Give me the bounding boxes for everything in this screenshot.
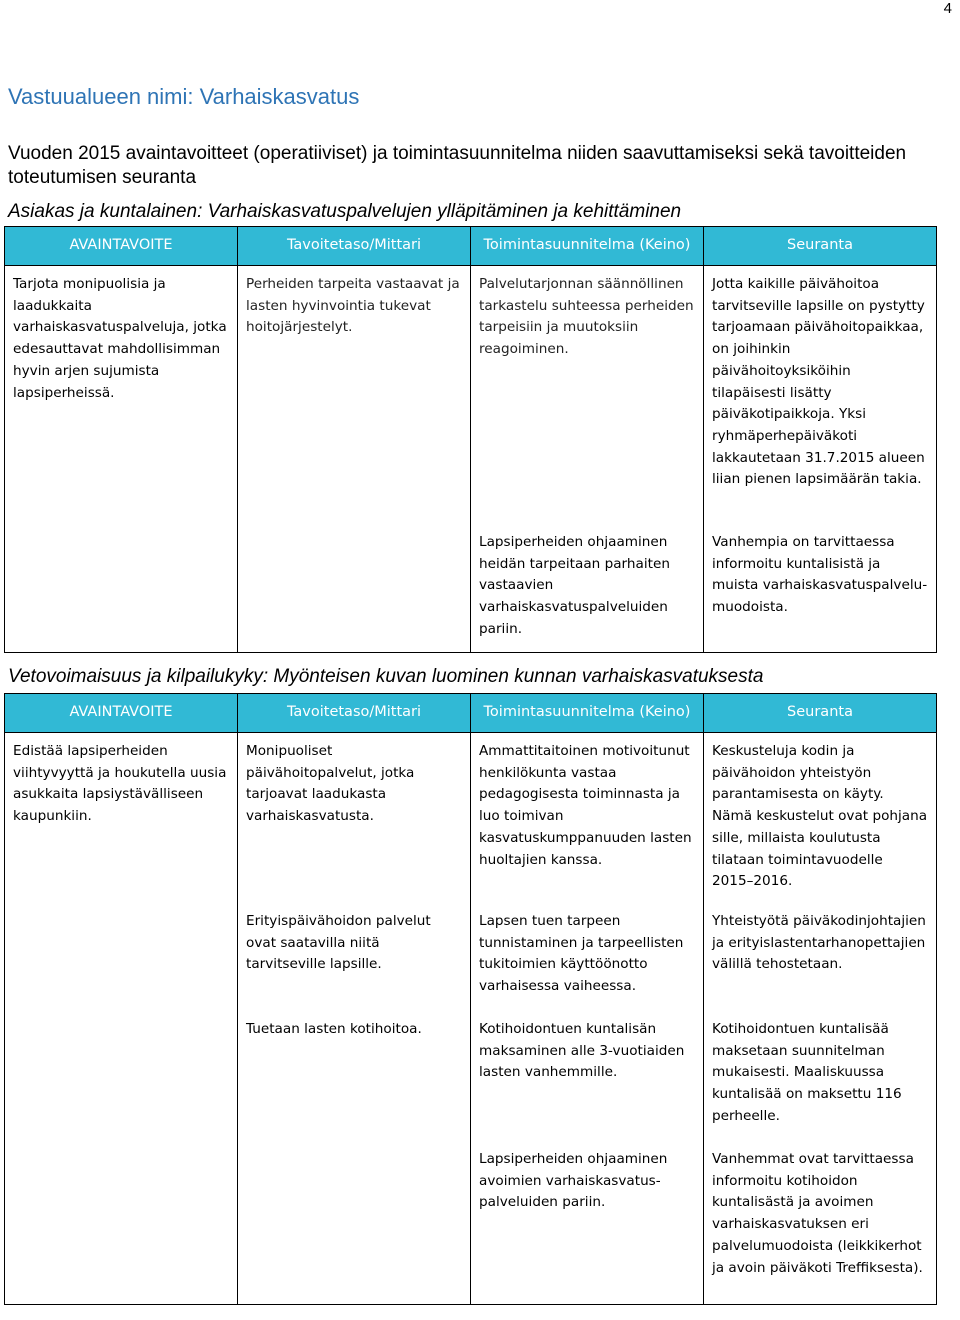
table-cell: Lapsiperheiden ohjaaminen heidän tarpeitaan parhaiten vastaavien varhaiskasvatuspalveluiden pariin. (471, 524, 704, 653)
column-header: Toimintasuunnitelma (Keino) (471, 227, 704, 266)
table-cell: Yhteistyötä päiväkodinjohtajien ja erityislastentarhanopettajien välillä tehostetaan. (704, 903, 937, 1011)
section2-title: Vetovoimaisuus ja kilpailukyky: Myönteisen kuvan luominen kunnan varhaiskasvatuksesta (8, 666, 764, 687)
table-cell (238, 1141, 471, 1305)
table-cell: Keskusteluja kodin ja päivähoidon yhteistyön parantamisesta on käyty. Nämä keskustelut ovat pohjana sille, millaista koulutusta tilataan toimintavuodelle 2015–2016. (704, 733, 937, 904)
table-cell: Tarjota monipuolisia ja laadukkaita varhaiskasvatuspalveluja, jotka edesauttavat mahdollisimman hyvin arjen sujumista lapsiperheissä. (5, 266, 238, 525)
table-cell: Edistää lapsiperheiden viihtyvyyttä ja houkutella uusia asukkaita lapsiystävälliseen kaupunkiin. (5, 733, 238, 904)
table-cell: Vanhempia on tarvittaessa informoitu kuntalisistä ja muista varhaiskasvatuspalvelu-muodoista. (704, 524, 937, 653)
table-cell: Perheiden tarpeita vastaavat ja lasten hyvinvointia tukevat hoitojärjestelyt. (238, 266, 471, 525)
table-row (5, 733, 937, 904)
goals-table-attractiveness (4, 693, 937, 1305)
table-cell: Jotta kaikille päivähoitoa tarvitseville lapsille on pystytty tarjoamaan päivähoitopaikkaa, on joihinkin päivähoitoyksiköihin tilapäisesti lisätty päiväkotipaikkoja. Yksi ryhmäperhepäiväkoti lakkautetaan 31.7.2015 alueen liian pienen lapsimäärän takia. (704, 266, 937, 525)
goals-table-customer (4, 226, 937, 653)
table-header-row (5, 227, 937, 266)
table-cell (5, 1011, 238, 1141)
column-header: Seuranta (704, 694, 937, 733)
table-cell: Lapsiperheiden ohjaaminen avoimien varhaiskasvatus-palveluiden pariin. (471, 1141, 704, 1305)
table-row (5, 903, 937, 1011)
column-header: Seuranta (704, 227, 937, 266)
column-header: AVAINTAVOITE (5, 227, 238, 266)
table-cell: Kotihoidontuen kuntalisää maksetaan suunnitelman mukaisesti. Maaliskuussa kuntalisää on maksettu 116 perheelle. (704, 1011, 937, 1141)
column-header: AVAINTAVOITE (5, 694, 238, 733)
table-row (5, 524, 937, 653)
table-cell (5, 1141, 238, 1305)
page-number: 4 (943, 0, 952, 17)
column-header: Tavoitetaso/Mittari (238, 227, 471, 266)
table-cell (5, 524, 238, 653)
table-cell: Vanhemmat ovat tarvittaessa informoitu kotihoidon kuntalisästä ja avoimen varhaiskasvatuksen eri palvelumuodoista (leikkikerhot ja avoin päiväkoti Treffiksesta). (704, 1141, 937, 1305)
section1-title: Asiakas ja kuntalainen: Varhaiskasvatuspalvelujen ylläpitäminen ja kehittäminen (8, 201, 682, 222)
table-cell (5, 903, 238, 1011)
table-cell: Monipuoliset päivähoitopalvelut, jotka tarjoavat laadukasta varhaiskasvatusta. (238, 733, 471, 904)
table-cell: Lapsen tuen tarpeen tunnistaminen ja tarpeellisten tukitoimien käyttöönotto varhaisessa vaiheessa. (471, 903, 704, 1011)
table-row (5, 1141, 937, 1305)
table-cell: Ammattitaitoinen motivoitunut henkilökunta vastaa pedagogisesta toiminnasta ja luo toimivan kasvatuskumppanuuden lasten huoltajien kanssa. (471, 733, 704, 904)
column-header: Toimintasuunnitelma (Keino) (471, 694, 704, 733)
table-cell: Tuetaan lasten kotihoitoa. (238, 1011, 471, 1141)
table-cell: Erityispäivähoidon palvelut ovat saatavilla niitä tarvitseville lapsille. (238, 903, 471, 1011)
table-row (5, 266, 937, 525)
table-cell: Palvelutarjonnan säännöllinen tarkastelu suhteessa perheiden tarpeisiin ja muutoksiin reagoiminen. (471, 266, 704, 525)
table-cell: Kotihoidontuen kuntalisän maksaminen alle 3-vuotiaiden lasten vanhemmille. (471, 1011, 704, 1141)
document-subheading: Vuoden 2015 avaintavoitteet (operatiiviset) ja toimintasuunnitelma niiden saavuttamiseksi sekä tavoitteiden toteutumisen seuranta (8, 143, 907, 188)
table-header-row (5, 694, 937, 733)
table-cell (238, 524, 471, 653)
column-header: Tavoitetaso/Mittari (238, 694, 471, 733)
page-heading: Vastuualueen nimi: Varhaiskasvatus (8, 84, 360, 109)
table-row (5, 1011, 937, 1141)
